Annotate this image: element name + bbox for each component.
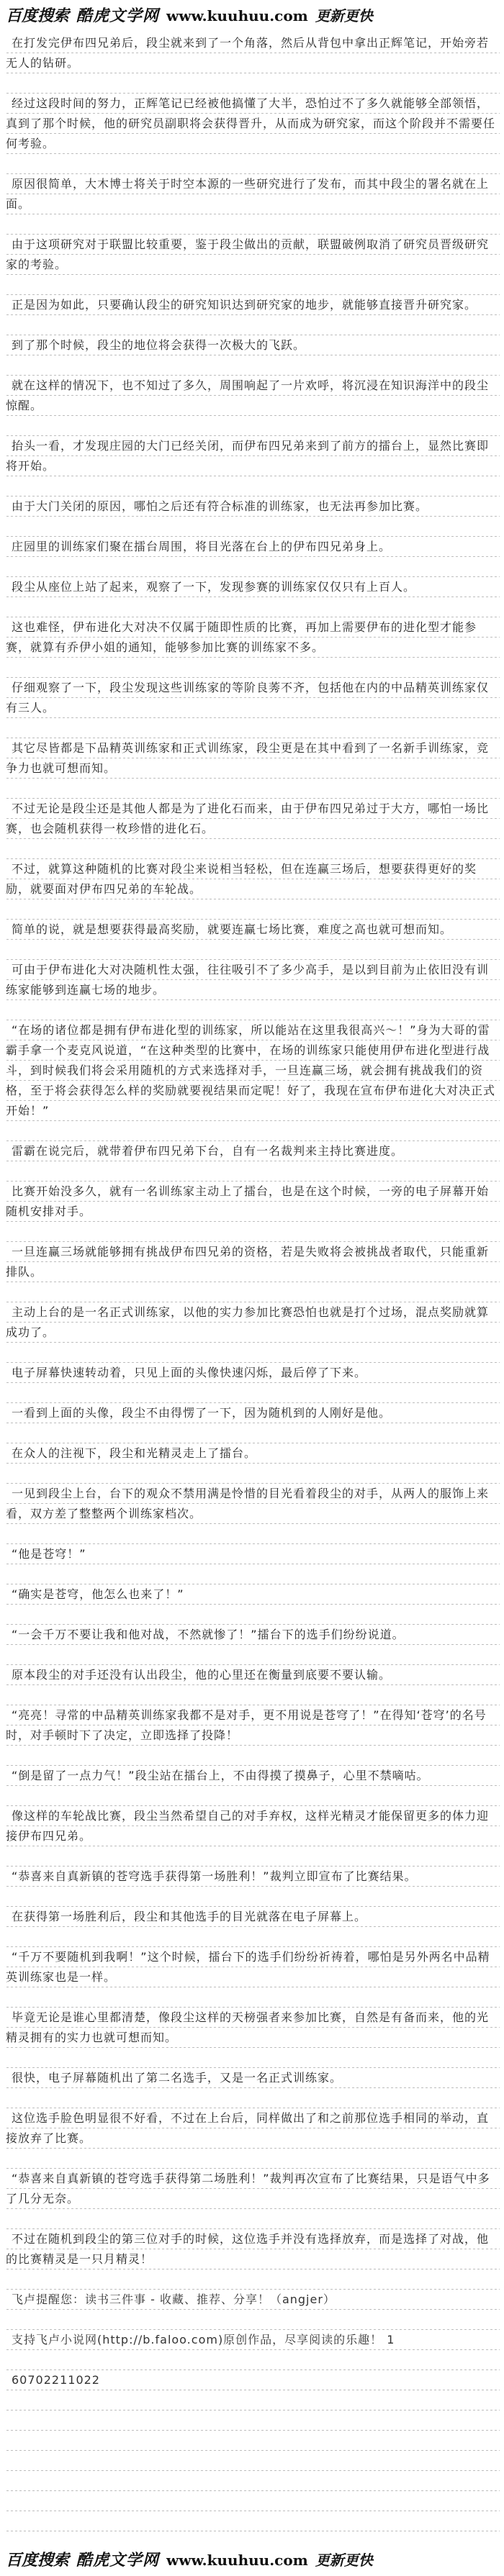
paragraph: 到了那个时候，段尘的地位将会获得一次极大的飞跃。	[12, 338, 306, 352]
paragraph: 原因很简单，大木博士将关于时空本源的一些研究进行了发布，而其中段尘的署名就在上面。	[6, 177, 490, 211]
paragraph: “他是苍穹！”	[12, 1547, 86, 1561]
support-notice[interactable]: 支持飞卢小说网(http://b.faloo.com)原创作品，尽享阅读的乐趣！ 1	[12, 2333, 395, 2346]
paragraph: 电子屏幕快速转动着，只见上面的头像快速闪烁，最后停了下来。	[12, 1366, 367, 1379]
paragraph: 可由于伊布进化大对决随机性太强，往往吸引不了多少高手，是以到目前为止依旧没有训练家能够到连赢七场的地步。	[6, 963, 490, 997]
paragraph: “一会千万不要让我和他对战，不然就惨了！”擂台下的选手们纷纷说道。	[12, 1628, 405, 1641]
paragraph: 在获得第一场胜利后，段尘和其他选手的目光就落在电子屏幕上。	[12, 1910, 367, 1923]
paragraph: 简单的说，就是想要获得最高奖励，就要连赢七场比赛，难度之高也就可想而知。	[12, 922, 453, 936]
paragraph: 段尘从座位上站了起来，观察了一下，发现参赛的训练家仅仅只有上百人。	[12, 580, 416, 594]
paragraph: 仔细观察了一下，段尘发现这些训练家的等阶良莠不齐，包括他在内的中品精英训练家仅有三人。	[6, 681, 490, 715]
paragraph: “在场的诸位都是拥有伊布进化型的训练家，所以能站在这里我很高兴～！”身为大哥的雷霸手拿一个麦克风说道，“在这种类型的比赛中，在场的训练家只能使用伊布进化型进行战斗，到时候我们将会采用随机的方式来选择对手，一旦连赢三场，就会拥有挑战我们的资格，至于将会获得怎么样的奖励就要视结果而定呢！好了，我现在宣布伊布进化大对决正式开始！”	[6, 1023, 496, 1117]
paragraph: 很快，电子屏幕随机出了第二名选手，又是一名正式训练家。	[12, 2071, 343, 2085]
paragraph: 在众人的注视下，段尘和光精灵走上了擂台。	[12, 1446, 257, 1460]
paragraph: 毕竟无论是谁心里都清楚，像段尘这样的天榜强者来参加比赛，自然是有备而来，他的光精灵拥有的实力也就可想而知。	[6, 2010, 490, 2044]
paragraph: “确实是苍穹，他怎么也来了！”	[12, 1587, 184, 1601]
paragraph: 这也难怪，伊布进化大对决不仅属于随即性质的比赛，再加上需要伊布的进化型才能参赛，就算有乔伊小姐的通知，能够参加比赛的训练家不多。	[6, 620, 477, 654]
paragraph: 经过这段时间的努力，正辉笔记已经被他搞懂了大半，恐怕过不了多久就能够全部领悟，真到了那个时候，他的研究员副职将会获得晋升，从而成为研究家，而这个阶段并不需要任何考验。	[6, 96, 496, 150]
paragraph: “恭喜来自真新镇的苍穹选手获得第一场胜利！”裁判立即宣布了比赛结果。	[12, 1869, 417, 1883]
paragraph: 不过无论是段尘还是其他人都是为了进化石而来，由于伊布四兄弟过于大方，哪怕一场比赛，也会随机获得一枚珍惜的进化石。	[6, 802, 490, 835]
banner-tagline: 更新更快	[315, 7, 373, 24]
paragraph: 其它尽皆都是下品精英训练家和正式训练家，段尘更是在其中看到了一名新手训练家，竞争力也就可想而知。	[6, 741, 490, 775]
paragraph: “恭喜来自真新镇的苍穹选手获得第二场胜利！”裁判再次宣布了比赛结果，只是语气中多了几分无奈。	[6, 2172, 490, 2205]
paragraph: 正是因为如此，只要确认段尘的研究知识达到研究家的地步，就能够直接晋升研究家。	[12, 298, 477, 312]
banner-tagline: 更新更快	[315, 2552, 373, 2569]
banner-search-label: 百度搜索	[6, 2551, 70, 2570]
paragraph: 比赛开始没多久，就有一名训练家主动上了擂台，也是在这个时候，一旁的电子屏幕开始随机安排对手。	[6, 1184, 490, 1218]
banner-site-url[interactable]: www.kuuhuu.com	[166, 7, 308, 24]
paragraph: 不过，就算这种随机的比赛对段尘来说相当轻松，但在连赢三场后，想要获得更好的奖励，就要面对伊布四兄弟的车轮战。	[6, 862, 477, 896]
paragraph: “千万不要随机到我啊！”这个时候，擂台下的选手们纷纷祈祷着，哪怕是另外两名中品精英训练家也是一样。	[6, 1950, 490, 1984]
page-code: 60702211022	[12, 2373, 100, 2387]
chapter-body	[4, 33, 500, 2543]
paragraph: 原本段尘的对手还没有认出段尘，他的心里还在衡量到底要不要认输。	[12, 1668, 392, 1682]
paragraph: 一旦连赢三场就能够拥有挑战伊布四兄弟的资格，若是失败将会被挑战者取代，只能重新排队。	[6, 1245, 490, 1279]
paragraph: 主动上台的是一名正式训练家，以他的实力参加比赛恐怕也就是打个过场，混点奖励就算成功了。	[6, 1305, 490, 1339]
paragraph: 雷霸在说完后，就带着伊布四兄弟下台，自有一名裁判来主持比赛进度。	[12, 1144, 404, 1158]
paragraph: 一看到上面的头像，段尘不由得愣了一下，因为随机到的人刚好是他。	[12, 1406, 392, 1420]
banner-site-name: 酷虎文学网	[76, 6, 160, 25]
paragraph: 由于这项研究对于联盟比较重要，鉴于段尘做出的贡献，联盟破例取消了研究员晋级研究家的考验。	[6, 237, 490, 271]
paragraph: “亮亮！寻常的中品精英训练家我都不是对手，更不用说是苍穹了！”在得知‘苍穹’的名号时，对手顿时下了决定，立即选择了投降！	[6, 1708, 487, 1742]
paragraph: 在打发完伊布四兄弟后，段尘就来到了一个角落，然后从背包中拿出正辉笔记，开始旁若无人的钻研。	[6, 36, 490, 70]
banner-site-name: 酷虎文学网	[76, 2551, 160, 2570]
banner-search-label: 百度搜索	[6, 6, 70, 25]
site-banner-top	[6, 3, 498, 29]
paragraph: 这位选手脸色明显很不好看，不过在上台后，同样做出了和之前那位选手相同的举动，直接放弃了比赛。	[6, 2111, 490, 2145]
paragraph: 像这样的车轮战比赛，段尘当然希望自己的对手弃权，这样光精灵才能保留更多的体力迎接伊布四兄弟。	[6, 1809, 490, 1843]
site-banner-bottom	[6, 2547, 498, 2573]
paragraph: 就在这样的情况下，也不知过了多久，周围响起了一片欢呼，将沉浸在知识海洋中的段尘惊醒。	[6, 378, 490, 412]
paragraph: 庄园里的训练家们聚在擂台周围，将目光落在台上的伊布四兄弟身上。	[12, 540, 392, 553]
reading-reminder: 飞卢提醒您：读书三件事 - 收藏、推荐、分享！（angjer）	[12, 2292, 336, 2306]
banner-site-url[interactable]: www.kuuhuu.com	[166, 2552, 308, 2569]
paragraph: “倒是留了一点力气！”段尘站在擂台上，不由得摸了摸鼻子，心里不禁嘀咕。	[12, 1769, 429, 1782]
paragraph: 一见到段尘上台，台下的观众不禁用满是怜惜的目光看着段尘的对手，从两人的服饰上来看，双方差了整整两个训练家档次。	[6, 1487, 490, 1520]
paragraph: 抬头一看，才发现庄园的大门已经关闭，而伊布四兄弟来到了前方的擂台上，显然比赛即将开始。	[6, 439, 490, 473]
paragraph: 不过在随机到段尘的第三位对手的时候，这位选手并没有选择放弃，而是选择了对战，他的比赛精灵是一只月精灵！	[6, 2232, 490, 2266]
paragraph: 由于大门关闭的原因，哪怕之后还有符合标准的训练家，也无法再参加比赛。	[12, 499, 428, 513]
